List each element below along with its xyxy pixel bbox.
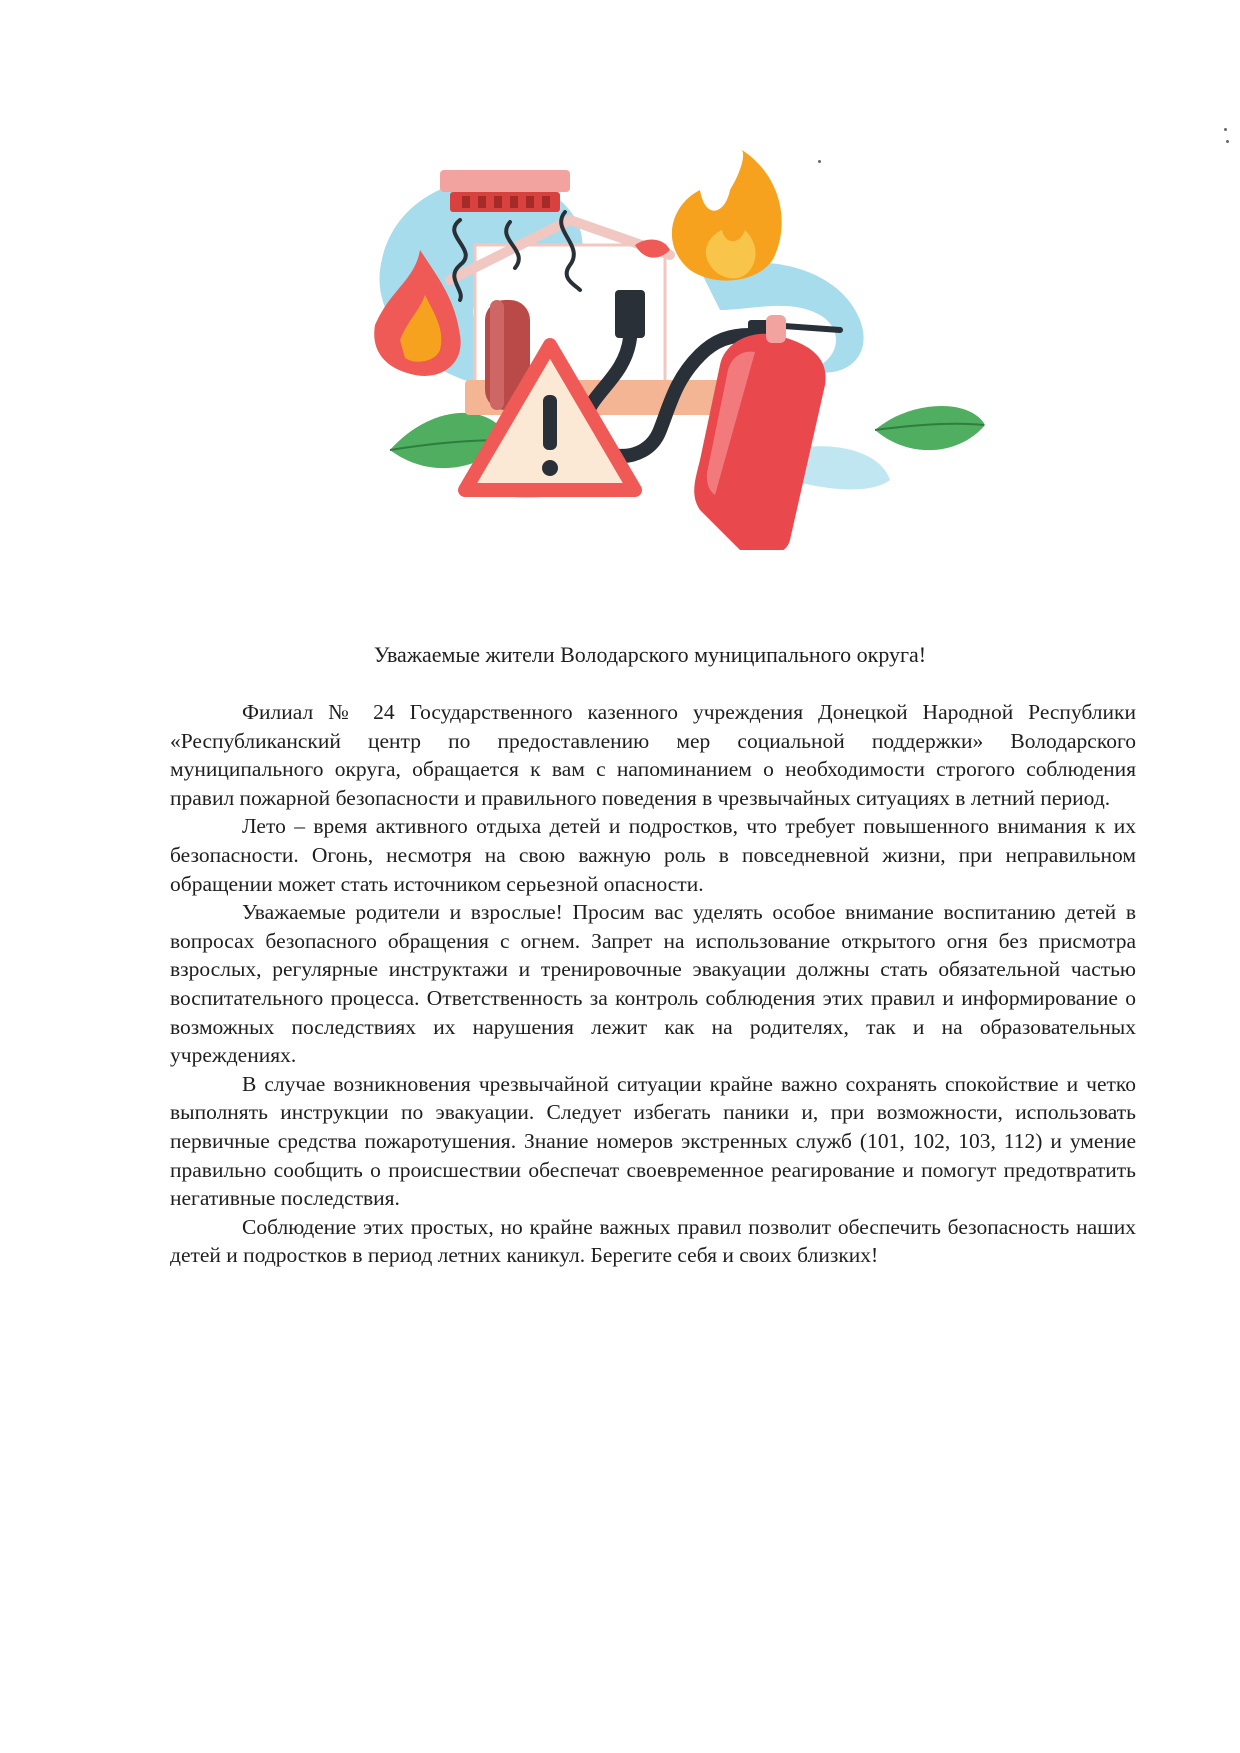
fire-safety-illustration xyxy=(370,150,990,550)
scan-speck xyxy=(1226,140,1229,143)
document-heading: Уважаемые жители Володарского муниципального округа! xyxy=(373,642,927,667)
paragraph: Филиал № 24 Государственного казенного учреждения Донецкой Народной Республики «Республиканский центр по предоставлению мер социальной поддержки» Володарского муниципального округа, обращается к вам с напоминанием о необходимости строгого соблюдения правил пожарной безопасности и правильного поведения в чрезвычайных ситуациях в летний период. xyxy=(170,700,1136,810)
document-body xyxy=(170,698,1136,1270)
paragraph: В случае возникновения чрезвычайной ситуации крайне важно сохранять спокойствие и четко выполнять инструкции по эвакуации. Следует избегать паники и, при возможности, использовать первичные средства пожаротушения. Знание номеров экстренных служб (101, 102, 103, 112) и умение правильно сообщить о происшествии обеспечат своевременное реагирование и помогут предотвратить негативные последствия. xyxy=(170,1071,1136,1211)
paragraph: Лето – время активного отдыха детей и подростков, что требует повышенного внимания к их безопасности. Огонь, несмотря на свою важную роль в повседневной жизни, при неправильном обращении может стать источником серьезной опасности. xyxy=(170,814,1136,896)
scan-speck xyxy=(818,160,821,163)
paragraph: Уважаемые родители и взрослые! Просим вас уделять особое внимание воспитанию детей в вопросах безопасного обращения с огнем. Запрет на использование открытого огня без присмотра взрослых, регулярные инструктажи и тренировочные эвакуации должны стать обязательной частью воспитательного процесса. Ответственность за контроль соблюдения этих правил и информирование о возможных последствиях их нарушения лежит как на родителях, так и на образовательных учреждениях. xyxy=(170,900,1136,1068)
scan-speck xyxy=(1224,128,1227,131)
paragraph: Соблюдение этих простых, но крайне важных правил позволит обеспечить безопасность наших детей и подростков в период летних каникул. Берегите себя и своих близких! xyxy=(170,1214,1136,1268)
